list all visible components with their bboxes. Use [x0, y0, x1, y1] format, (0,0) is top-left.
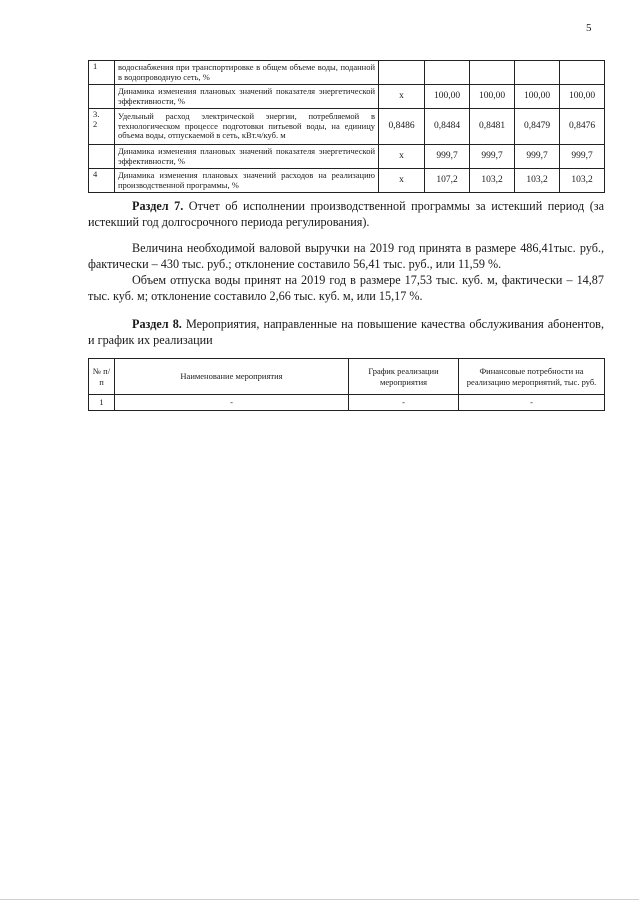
value-cell: x — [379, 145, 425, 169]
value-cell — [560, 61, 605, 85]
value-cell: 0,8486 — [379, 109, 425, 145]
header-measure-name: Наименование мероприятия — [115, 359, 349, 395]
value-cell: 100,00 — [425, 85, 470, 109]
indicators-table — [88, 60, 605, 193]
value-cell: 107,2 — [425, 169, 470, 193]
value-cell: 103,2 — [470, 169, 515, 193]
value-cell: 0,8484 — [425, 109, 470, 145]
value-cell: 100,00 — [515, 85, 560, 109]
table-row — [89, 109, 605, 145]
indicator-description: Динамика изменения плановых значений показателя энергетической эффективности, % — [115, 145, 379, 169]
header-financial-needs: Финансовые потребности на реализацию мероприятий, тыс. руб. — [459, 359, 605, 395]
scan-edge-line — [0, 899, 639, 900]
financial-needs-cell: - — [459, 395, 605, 411]
indicator-description: Удельный расход электрической энергии, потребляемой в технологическом процессе подготовки питьевой воды, на единицу объема воды, отпускаемой в сеть, кВт.ч/куб. м — [115, 109, 379, 145]
row-number: 1 — [89, 395, 115, 411]
table-row — [89, 395, 605, 411]
value-cell: 999,7 — [425, 145, 470, 169]
section-8-text: Мероприятия, направленные на повышение качества обслуживания абонентов, и график их реализации — [88, 317, 604, 347]
section-7-label: Раздел 7. — [132, 199, 184, 213]
value-cell: x — [379, 169, 425, 193]
revenue-paragraph: Величина необходимой валовой выручки на 2019 год принята в размере 486,41тыс. руб., фактически – 430 тыс. руб.; отклонение составило 56,41 тыс. руб., или 11,59 %. — [88, 241, 604, 271]
value-cell: 999,7 — [515, 145, 560, 169]
value-cell: 0,8481 — [470, 109, 515, 145]
value-cell: 999,7 — [470, 145, 515, 169]
measures-table — [88, 358, 605, 411]
table-row — [89, 169, 605, 193]
section-7-heading — [88, 198, 604, 230]
value-cell: 100,00 — [470, 85, 515, 109]
indicator-description: Динамика изменения плановых значений показателя энергетической эффективности, % — [115, 85, 379, 109]
section-7-text: Отчет об исполнении производственной программы за истекший период (за истекший год долгосрочного периода регулирования). — [88, 199, 604, 229]
value-cell — [515, 61, 560, 85]
table-row — [89, 85, 605, 109]
row-number: 1 — [89, 61, 115, 85]
value-cell: 0,8479 — [515, 109, 560, 145]
value-cell: 103,2 — [515, 169, 560, 193]
value-cell: 100,00 — [560, 85, 605, 109]
value-cell: 103,2 — [560, 169, 605, 193]
value-cell: x — [379, 85, 425, 109]
row-number: 4 — [89, 169, 115, 193]
value-cell: 999,7 — [560, 145, 605, 169]
table-header-row — [89, 359, 605, 395]
value-cell: 0,8476 — [560, 109, 605, 145]
water-volume-paragraph: Объем отпуска воды принят на 2019 год в размере 17,53 тыс. куб. м, фактически – 14,87 тыс. куб. м; отклонение составило 2,66 тыс. куб. м, или 15,17 %. — [88, 273, 604, 303]
row-number — [89, 85, 115, 109]
page-number: 5 — [586, 22, 592, 34]
value-cell — [425, 61, 470, 85]
header-number: № п/п — [89, 359, 115, 395]
row-number: 3. 2 — [89, 109, 115, 145]
section-8-heading — [88, 316, 604, 348]
measure-name-cell: - — [115, 395, 349, 411]
table-row — [89, 145, 605, 169]
table-row — [89, 61, 605, 85]
header-schedule: График реализации мероприятия — [349, 359, 459, 395]
value-cell — [379, 61, 425, 85]
indicator-description: Динамика изменения плановых значений расходов на реализацию производственной программы, % — [115, 169, 379, 193]
row-number — [89, 145, 115, 169]
value-cell — [470, 61, 515, 85]
indicator-description: водоснабжения при транспортировке в общем объеме воды, поданной в водопроводную сеть, % — [115, 61, 379, 85]
section-8-label: Раздел 8. — [132, 317, 182, 331]
schedule-cell: - — [349, 395, 459, 411]
